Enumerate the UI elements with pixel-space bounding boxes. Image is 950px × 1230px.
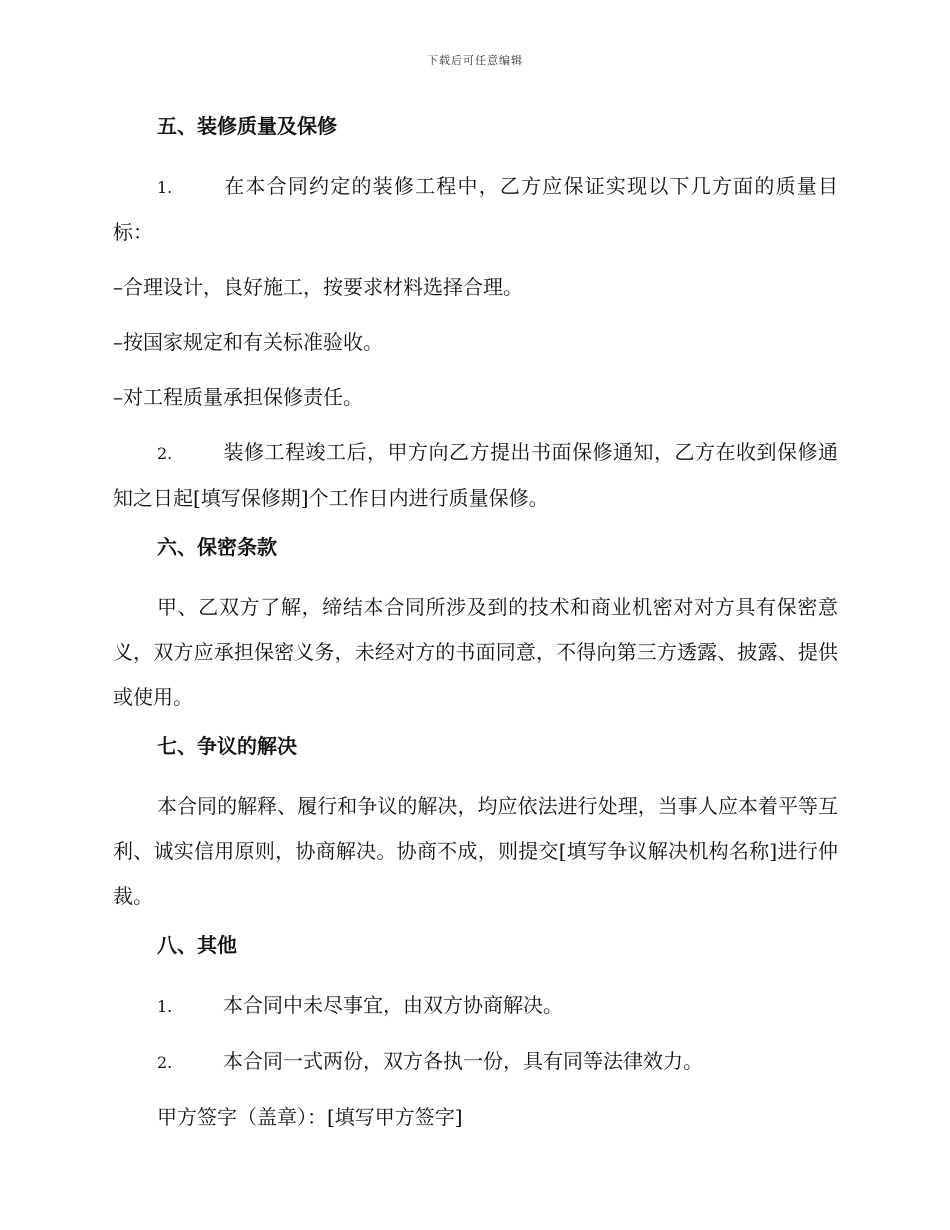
section-5-title: 五、装修质量及保修 (157, 114, 337, 138)
section-5-bullet-3: –对工程质量承担保修责任。 (113, 385, 363, 409)
section-8-item-2 (113, 1039, 838, 1085)
section-6-title: 六、保密条款 (157, 535, 277, 559)
section-5-item-2-number: 2. (157, 444, 173, 463)
section-6-text: 甲、乙双方了解，缔结本合同所涉及到的技术和商业机密对对方具有保密意义，双方应承担保密义务，未经对方的书面同意，不得向第三方透露、披露、提供或使用。 (113, 595, 838, 709)
section-8-item-2-text: 本合同一式两份，双方各执一份，具有同等法律效力。 (223, 1049, 703, 1073)
section-8-item-2-number: 2. (157, 1053, 173, 1072)
document-body (113, 110, 838, 1140)
section-5-item-2-text: 装修工程竣工后，甲方向乙方提出书面保修通知，乙方在收到保修通知之日起[填写保修期]个工作日内进行质量保修。 (113, 440, 838, 510)
section-5-bullet-2: –按国家规定和有关标准验收。 (113, 330, 383, 354)
section-5-item-1-text: 在本合同约定的装修工程中，乙方应保证实现以下几方面的质量目标： (113, 174, 838, 244)
party-a-signature-line: 甲方签字（盖章）：[填写甲方签字] (157, 1105, 463, 1129)
section-5-item-1-number: 1. (157, 178, 173, 197)
section-8-title: 八、其他 (157, 933, 237, 957)
section-8-item-1-text: 本合同中未尽事宜，由双方协商解决。 (223, 993, 563, 1017)
section-7-text: 本合同的解释、履行和争议的解决，均应依法进行处理，当事人应本着平等互利、诚实信用原则，协商解决。协商不成，则提交[填写争议解决机构名称]进行仲裁。 (113, 794, 838, 908)
section-5-bullet-1: –合理设计，良好施工，按要求材料选择合理。 (113, 275, 523, 299)
section-8-item-1-number: 1. (157, 997, 173, 1016)
section-7-title: 七、争议的解决 (157, 734, 297, 758)
section-5-item-2 (113, 430, 838, 521)
section-5-item-1 (113, 164, 838, 255)
section-8-item-1 (113, 983, 838, 1029)
header-note: 下载后可任意编辑 (427, 54, 523, 67)
